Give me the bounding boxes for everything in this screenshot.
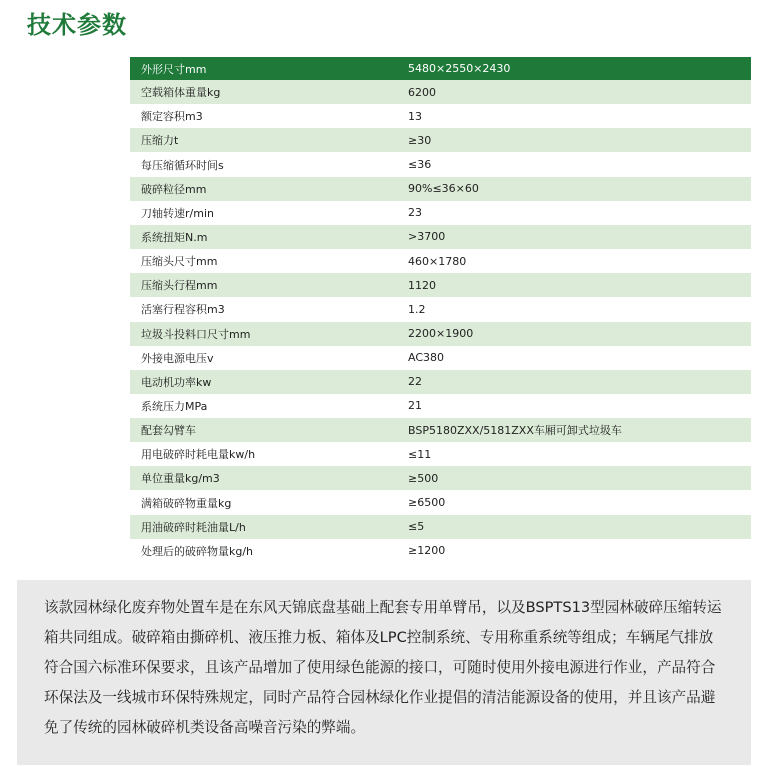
table-row [130, 177, 751, 201]
spec-table [130, 57, 751, 563]
param-name: 单位重量kg/m3 [141, 472, 220, 486]
param-value: 90%≤36×60 [408, 182, 479, 196]
param-value: ≤11 [408, 447, 432, 461]
table-row [130, 297, 751, 321]
param-name: 系统压力MPa [141, 399, 208, 413]
table-row [130, 322, 751, 346]
param-name: 每压缩循环时间s [141, 158, 224, 172]
param-name: 刀轴转速r/min [141, 206, 214, 220]
param-name: 配套勾臂车 [141, 424, 196, 438]
table-row [130, 225, 751, 249]
table-row [130, 491, 751, 515]
param-name: 满箱破碎物重量kg [141, 496, 232, 510]
param-value: 5480×2550×2430 [408, 62, 511, 75]
table-row [130, 370, 751, 394]
param-name: 压缩头行程mm [141, 279, 218, 293]
table-row [130, 104, 751, 128]
param-value: 2200×1900 [408, 327, 474, 341]
table-row [130, 201, 751, 225]
table-row [130, 128, 751, 152]
table-header-row [130, 57, 751, 80]
param-value: ≥30 [408, 133, 432, 147]
table-row [130, 153, 751, 177]
table-row [130, 539, 751, 563]
param-value: 460×1780 [408, 254, 467, 268]
param-value: ≥1200 [408, 544, 446, 558]
param-name: 活塞行程容积m3 [141, 303, 225, 317]
table-row [130, 249, 751, 273]
param-value: ≥6500 [408, 496, 446, 510]
param-name: 处理后的破碎物量kg/h [141, 544, 254, 558]
page-title: 技术参数 [27, 11, 127, 39]
param-name: 电动机功率kw [141, 375, 212, 389]
param-value: 23 [408, 206, 422, 220]
table-row [130, 80, 751, 104]
param-value: 21 [408, 399, 422, 413]
param-value: 22 [408, 375, 422, 389]
param-value: ≥500 [408, 471, 439, 485]
table-row [130, 466, 751, 490]
param-value: >3700 [408, 230, 446, 244]
table-row [130, 418, 751, 442]
table-row [130, 346, 751, 370]
param-value: BSP5180ZXX/5181ZXX车厢可卸式垃圾车 [408, 424, 622, 438]
param-name: 额定容积m3 [141, 110, 203, 124]
param-name: 垃圾斗投料口尺寸mm [141, 327, 251, 341]
table-row [130, 273, 751, 297]
param-value: 1120 [408, 278, 436, 292]
param-name: 用油破碎时耗油量L/h [141, 520, 246, 534]
description-paragraph: 该款园林绿化废弃物处置车是在东风天锦底盘基础上配套专用单臂吊，以及BSPTS13型园林破碎压缩转运箱共同组成。破碎箱由撕碎机、液压推力板、箱体及LPC控制系统、专用称重系统等组成；车辆尾气排放符合国六标准环保要求，且该产品增加了使用绿色能源的接口，可随时使用外接电源进行作业，产品符合环保法及一线城市环保特殊规定，同时产品符合园林绿化作业提倡的清洁能源设备的使用，并且该产品避免了传统的园林破碎机类设备高噪音污染的弊端。 [17, 580, 751, 765]
param-name: 压缩力t [141, 134, 179, 148]
param-value: 6200 [408, 85, 436, 99]
param-name: 空载箱体重量kg [141, 86, 221, 100]
param-value: ≤36 [408, 158, 432, 172]
param-value: ≤5 [408, 520, 425, 534]
param-name: 外形尺寸mm [141, 62, 207, 76]
param-name: 系统扭矩N.m [141, 230, 208, 244]
param-name: 破碎粒径mm [141, 182, 207, 196]
param-value: 1.2 [408, 302, 426, 316]
table-row [130, 515, 751, 539]
table-row [130, 394, 751, 418]
table-row [130, 442, 751, 466]
param-name: 压缩头尺寸mm [141, 255, 218, 269]
param-name: 外接电源电压v [141, 351, 214, 365]
param-name: 用电破碎时耗电量kw/h [141, 448, 256, 462]
param-value: 13 [408, 109, 422, 123]
param-value: AC380 [408, 351, 445, 365]
